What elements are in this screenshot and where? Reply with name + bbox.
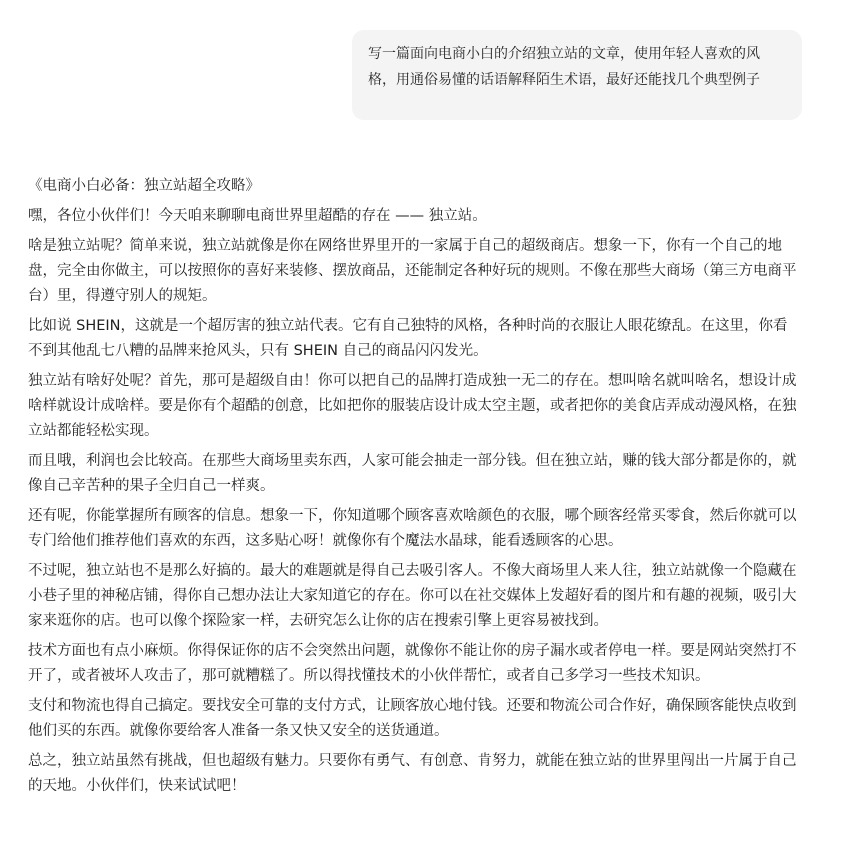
reply-paragraph: 啥是独立站呢？简单来说，独立站就像是你在网络世界里开的一家属于自己的超级商店。想象一下，你有一个自己的地盘，完全由你做主，可以按照你的喜好来装修、摆放商品，还能制定各种好玩的规则。不像在那些大商场（第三方电商平台）里，得遵守别人的规矩。 xyxy=(28,238,797,304)
reply-paragraph: 不过呢，独立站也不是那么好搞的。最大的难题就是得自己去吸引客人。不像大商场里人来人往，独立站就像一个隐藏在小巷子里的神秘店铺，得你自己想办法让大家知道它的存在。你可以在社交媒体上发超好看的图片和有趣的视频，吸引大家来逛你的店。也可以像个探险家一样，去研究怎么让你的店在搜索引擎上更容易被找到。 xyxy=(28,563,797,629)
reply-paragraph: 独立站有啥好处呢？首先，那可是超级自由！你可以把自己的品牌打造成独一无二的存在。想叫啥名就叫啥名，想设计成啥样就设计成啥样。要是你有个超酷的创意，比如把你的服装店设计成太空主题，或者把你的美食店弄成动漫风格，在独立站都能轻松实现。 xyxy=(28,373,797,439)
reply-paragraph: 支付和物流也得自己搞定。要找安全可靠的支付方式，让顾客放心地付钱。还要和物流公司合作好，确保顾客能快点收到他们买的东西。就像你要给客人准备一条又快又安全的送货通道。 xyxy=(28,698,797,739)
user-message-bubble: 写一篇面向电商小白的介绍独立站的文章，使用年轻人喜欢的风格，用通俗易懂的话语解释陌生术语，最好还能找几个典型例子 xyxy=(352,30,802,120)
reply-paragraph: 比如说 SHEIN，这就是一个超厉害的独立站代表。它有自己独特的风格，各种时尚的衣服让人眼花缭乱。在这里，你看不到其他乱七八糟的品牌来抢风头，只有 SHEIN 自己的商品闪闪发光。 xyxy=(28,318,788,359)
reply-paragraph: 还有呢，你能掌握所有顾客的信息。想象一下，你知道哪个顾客喜欢啥颜色的衣服，哪个顾客经常买零食，然后你就可以专门给他们推荐他们喜欢的东西，这多贴心呀！就像你有个魔法水晶球，能看透顾客的心思。 xyxy=(28,508,797,549)
assistant-reply xyxy=(28,174,800,804)
reply-paragraph: 嘿，各位小伙伴们！今天咱来聊聊电商世界里超酷的存在 —— 独立站。 xyxy=(28,208,487,224)
reply-paragraph: 技术方面也有点小麻烦。你得保证你的店不会突然出问题，就像你不能让你的房子漏水或者停电一样。要是网站突然打不开了，或者被坏人攻击了，那可就糟糕了。所以得找懂技术的小伙伴帮忙，或者自己多学习一些技术知识。 xyxy=(28,643,797,684)
reply-paragraph: 而且哦，利润也会比较高。在那些大商场里卖东西，人家可能会抽走一部分钱。但在独立站，赚的钱大部分都是你的，就像自己辛苦种的果子全归自己一样爽。 xyxy=(28,453,797,494)
article-title: 《电商小白必备：独立站超全攻略》 xyxy=(28,178,260,194)
reply-paragraph: 总之，独立站虽然有挑战，但也超级有魅力。只要你有勇气、有创意、肯努力，就能在独立站的世界里闯出一片属于自己的天地。小伙伴们，快来试试吧！ xyxy=(28,753,797,794)
